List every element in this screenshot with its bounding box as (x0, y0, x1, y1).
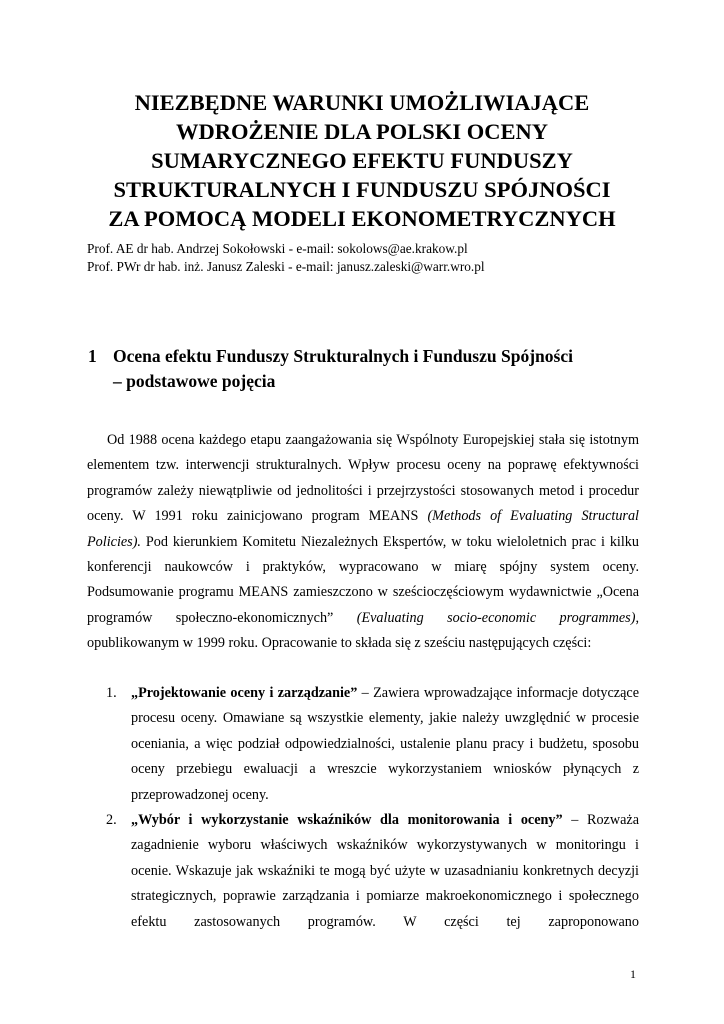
list-item-heading: „Wybór i wykorzystanie wskaźników dla monitorowania i oceny” (131, 812, 563, 829)
title-line: ZA POMOCĄ MODELI EKONOMETRYCZNYCH (108, 206, 616, 231)
list-item-heading: „Projektowanie oceny i zarządzanie” (131, 685, 358, 701)
list-item-number: 1. (106, 685, 117, 701)
list-item-number: 2. (106, 812, 117, 829)
paragraph-text: Pod kierunkiem Komitetu Niezależnych Ekspertów, w toku wieloletnich prac i kilku konferencji naukowców i praktyków, wypracowano w miarę spójny system oceny. Podsumowanie programu MEANS zamieszczono w sześcioczęściowym wydawnictwie „Ocena programów społeczno-ekonomicznych” (87, 533, 639, 626)
numbered-list (87, 681, 639, 935)
list-item (87, 808, 639, 935)
paragraph-italic: (Evaluating socio-economic programmes) (356, 609, 636, 626)
body-text (87, 428, 639, 657)
author-line: Prof. PWr dr hab. inż. Janusz Zaleski - e-mail: janusz.zaleski@warr.wro.pl (87, 259, 485, 274)
title-line: NIEZBĘDNE WARUNKI UMOŻLIWIAJĄCE (134, 90, 590, 115)
list-item-text: – Rozważa zagadnienie wyboru właściwych wskaźników wykorzystywanych w monitoringu i ocenie. Wskazuje jak wskaźniki te mogą być użyte w uzasadnianiu konkretnych decyzji strategicznych, poprawie zarządzania i pomiarze makroekonomicznego i społecznego efektu zastosowanych programów. W części tej zaproponowano (131, 812, 639, 930)
title-line: SUMARYCZNEGO EFEKTU FUNDUSZY (151, 148, 573, 173)
author-line: Prof. AE dr hab. Andrzej Sokołowski - e-mail: sokolows@ae.krakow.pl (87, 241, 468, 256)
paragraph-text: , opublikowanym w 1999 roku. Opracowanie to składa się z sześciu następujących części: (87, 609, 639, 652)
paragraph-italic: (Methods of Evaluating Structural Policies). (87, 508, 639, 550)
section-title-line: – podstawowe pojęcia (113, 371, 276, 391)
page-number: 1 (630, 967, 636, 981)
document-title (60, 88, 664, 233)
title-line: STRUKTURALNYCH I FUNDUSZU SPÓJNOŚCI (113, 177, 611, 202)
list-item-text: – Zawiera wprowadzające informacje dotyczące procesu oceny. Omawiane są wszystkie elementy, jakie należy uwzględnić w procesie oceniania, a więc podział odpowiedzialności, ustalenie planu pracy i budżetu, sposobu oceny przebiegu ewaluacji a wreszcie wykorzystaniem wniosków płynących z przeprowadzonej oceny. (131, 685, 639, 803)
list-item (87, 681, 639, 808)
paragraph (87, 428, 639, 657)
title-line: WDROŻENIE DLA POLSKI OCENY (176, 119, 548, 144)
authors-block (87, 240, 485, 276)
section-title-line: Ocena efektu Funduszy Strukturalnych i Funduszu Spójności (113, 346, 573, 366)
section-number: 1 (88, 346, 97, 366)
paragraph-text: Od 1988 ocena każdego etapu zaangażowania się Wspólnoty Europejskiej stała się istotnym elementem tzw. interwencji strukturalnych. Wpływ procesu oceny na poprawę efektywności programów zależy niewątpliwie od jednolitości i przejrzystości stosowanych metod i procedur oceny. W 1991 roku zainicjowano program MEANS (87, 432, 639, 525)
